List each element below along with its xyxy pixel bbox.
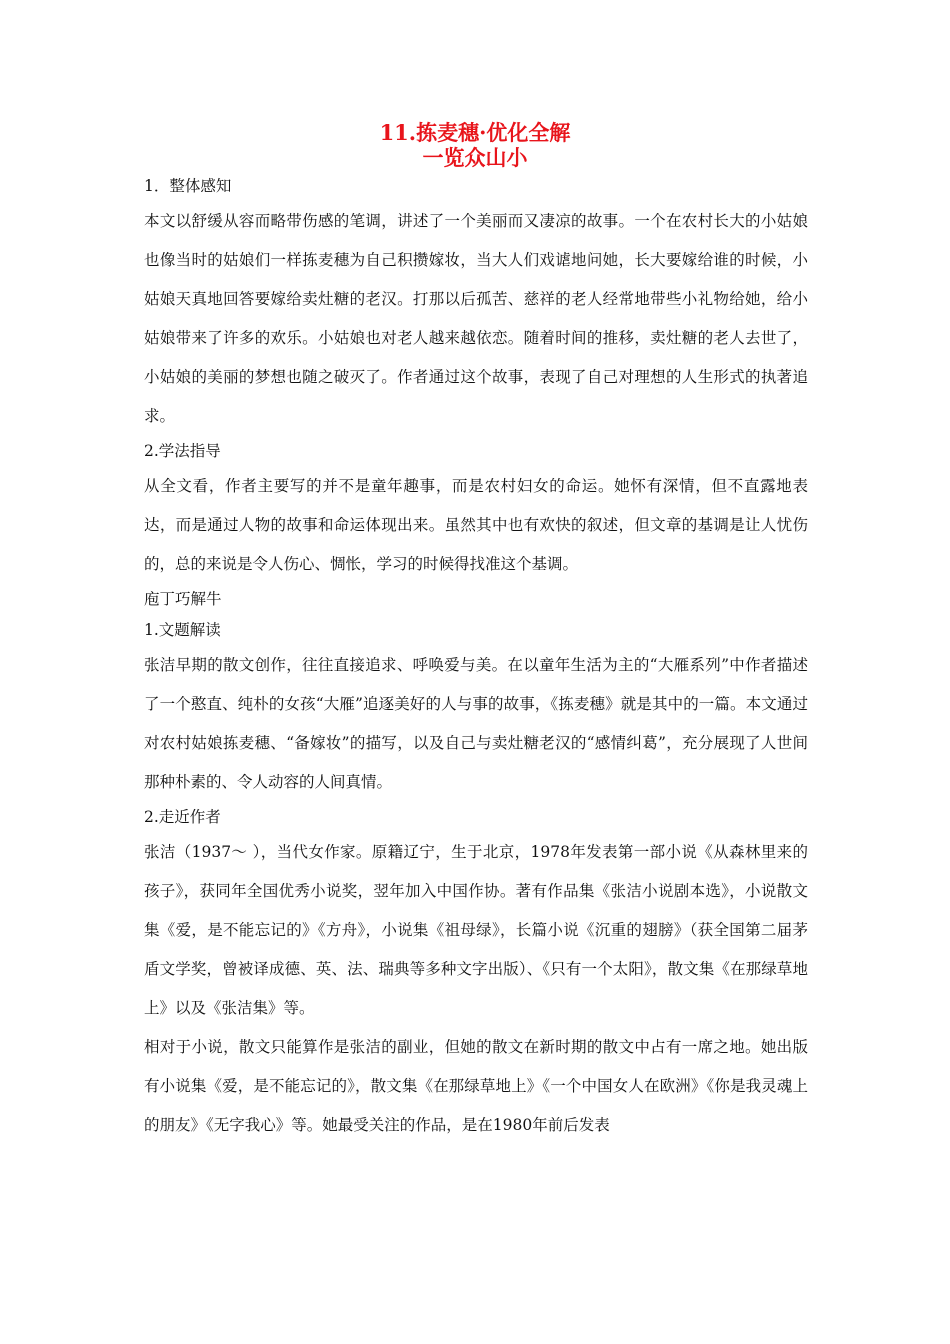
section-heading-title-reading: 1.文题解读	[144, 621, 221, 639]
document-title	[0, 120, 950, 170]
paragraph-method: 从全文看，作者主要写的并不是童年趣事，而是农村妇女的命运。她怀有深情，但不直露地表达，而是通过人物的故事和命运体现出来。虽然其中也有欢快的叙述，但文章的基调是让人忧伤的，总的来说是令人伤心、惆怅，学习的时候得找准这个基调。	[144, 477, 808, 573]
section-heading-analysis: 庖丁巧解牛	[144, 590, 222, 608]
document-body	[144, 171, 808, 1145]
paragraph-author-bio: 张洁（1937～ ），当代女作家。原籍辽宁，生于北京，1978年发表第一部小说《从森林里来的孩子》，获同年全国优秀小说奖，翌年加入中国作协。著有作品集《张洁小说剧本选》，小说散文集《爱，是不能忘记的》《方舟》，小说集《祖母绿》，长篇小说《沉重的翅膀》（获全国第二届茅盾文学奖，曾被译成德、英、法、瑞典等多种文字出版）、《只有一个太阳》，散文集《在那绿草地上》以及《张洁集》等。	[144, 843, 808, 1017]
paragraph-title-reading: 张洁早期的散文创作，往往直接追求、呼唤爱与美。在以童年生活为主的“大雁系列”中作者描述了一个憨直、纯朴的女孩“大雁”追逐美好的人与事的故事，《拣麦穗》就是其中的一篇。本文通过对农村姑娘拣麦穗、“备嫁妆”的描写，以及自己与卖灶糖老汉的“感情纠葛”，充分展现了人世间那种朴素的、令人动容的人间真情。	[144, 656, 808, 791]
paragraph-author-prose: 相对于小说，散文只能算作是张洁的副业，但她的散文在新时期的散文中占有一席之地。她出版有小说集《爱，是不能忘记的》，散文集《在那绿草地上》《一个中国女人在欧洲》《你是我灵魂上的朋友》《无字我心》等。她最受关注的作品，是在1980年前后发表	[144, 1038, 808, 1134]
title-line-1: 11.拣麦穗·优化全解	[379, 120, 571, 145]
section-heading-method: 2.学法指导	[144, 442, 221, 460]
section-heading-overall: 1．整体感知	[144, 177, 232, 195]
title-line-2: 一览众山小	[422, 145, 528, 170]
section-heading-author: 2.走近作者	[144, 808, 221, 826]
paragraph-overall: 本文以舒缓从容而略带伤感的笔调，讲述了一个美丽而又凄凉的故事。一个在农村长大的小姑娘也像当时的姑娘们一样拣麦穗为自己积攒嫁妆，当大人们戏谑地问她，长大要嫁给谁的时候，小姑娘天真地回答要嫁给卖灶糖的老汉。打那以后孤苦、慈祥的老人经常地带些小礼物给她，给小姑娘带来了许多的欢乐。小姑娘也对老人越来越依恋。随着时间的推移，卖灶糖的老人去世了，小姑娘的美丽的梦想也随之破灭了。作者通过这个故事，表现了自己对理想的人生形式的执著追求。	[144, 212, 808, 425]
